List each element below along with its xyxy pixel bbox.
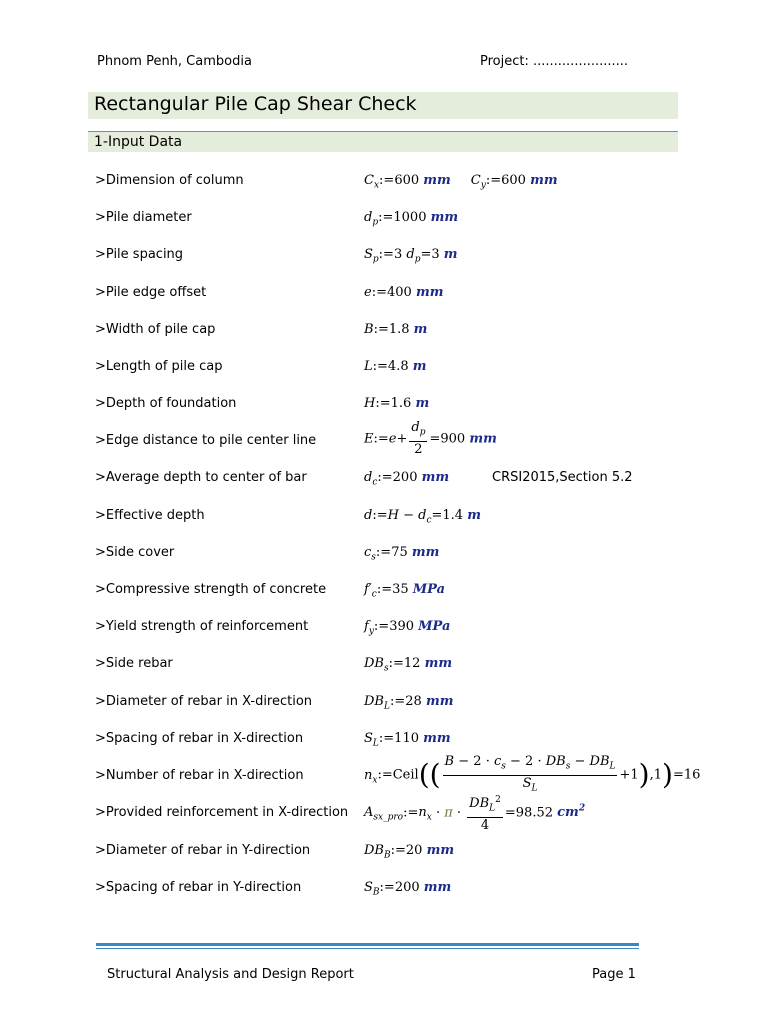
- row-label: >Diameter of rebar in Y-direction: [95, 843, 311, 858]
- row-label: >Effective depth: [95, 508, 205, 523]
- formula-effective-depth: d:=H − $d_c=1.4$ m: [364, 508, 481, 526]
- formula-side-rebar: $DB_s:=12$ mm: [364, 656, 453, 674]
- title-bar: [88, 92, 678, 119]
- row-bar-center-depth: [0, 470, 768, 507]
- row-side-rebar: [0, 656, 768, 693]
- formula-rebar-diameter-y: $DB_B:=20$ mm: [364, 843, 455, 861]
- row-label: >Pile spacing: [95, 247, 184, 262]
- formula-edge-distance: E:=e+ $\frac{d_p}{2}$ =900 mm: [364, 420, 497, 457]
- row-label: >Spacing of rebar in X-direction: [95, 731, 304, 746]
- row-pile-diameter: [0, 210, 768, 247]
- formula-provided-reinforcement-x: $A_{sx\_pro}:=n_x \cdot \pi$ · $\frac{DB_L^2}{4}$ =98.52 $cm^2$: [364, 792, 585, 834]
- row-label: >Spacing of rebar in Y-direction: [95, 880, 302, 895]
- formula-bar-center-depth: $d_c:=200$ mm: [364, 470, 450, 488]
- formula-column-dimension: $C_x:=600$ mm $C_y:=600$ mm: [364, 173, 558, 191]
- formula-concrete-strength: $f'_c:=35$ MPa: [364, 582, 446, 600]
- footer-rule-thin: [96, 948, 639, 949]
- formula-pile-spacing: $S_p:=3$ $d_p=3$ m: [364, 247, 458, 265]
- row-label: >Depth of foundation: [95, 396, 237, 411]
- row-cap-length: [0, 359, 768, 396]
- row-concrete-strength: [0, 582, 768, 619]
- row-label: >Dimension of column: [95, 173, 244, 188]
- row-column-dimension: [0, 173, 768, 210]
- formula-cap-width: B:=1.8 m: [364, 322, 428, 337]
- formula-rebar-spacing-x: $S_L:=110$ mm: [364, 731, 451, 749]
- row-label: >Side rebar: [95, 656, 173, 671]
- header-location: Phnom Penh, Cambodia: [97, 54, 252, 69]
- formula-rebar-spacing-y: $S_B:=200$ mm: [364, 880, 452, 898]
- formula-yield-strength: $f_y:=390$ MPa: [364, 619, 451, 637]
- row-pile-spacing: [0, 247, 768, 284]
- row-label: >Provided reinforcement in X-direction: [95, 805, 349, 820]
- formula-pile-diameter: $d_p:=1000$ mm: [364, 210, 459, 228]
- formula-foundation-depth: H:=1.6 m: [364, 396, 430, 411]
- row-side-cover: [0, 545, 768, 582]
- row-cap-width: [0, 322, 768, 359]
- row-label: >Yield strength of reinforcement: [95, 619, 309, 634]
- formula-rebar-count-x: $n_x:=Ceil$(( $\frac{B - 2 \cdot c_s - 2 \cdot DB_s - DB_L}{S_L}$ +1),1)=16: [364, 754, 701, 794]
- row-edge-distance: [0, 420, 768, 470]
- footer-page-number: Page 1: [592, 967, 636, 982]
- row-label: >Number of rebar in X-direction: [95, 768, 304, 783]
- formula-cap-length: L:=4.8 m: [364, 359, 427, 374]
- row-label: >Compressive strength of concrete: [95, 582, 327, 597]
- row-label: >Length of pile cap: [95, 359, 223, 374]
- header-project: Project: .......................: [480, 54, 629, 69]
- footer-report-title: Structural Analysis and Design Report: [107, 967, 354, 982]
- row-label: >Side cover: [95, 545, 175, 560]
- row-label: >Average depth to center of bar: [95, 470, 307, 485]
- row-effective-depth: [0, 508, 768, 545]
- row-label: >Pile diameter: [95, 210, 192, 225]
- row-label: >Diameter of rebar in X-direction: [95, 694, 313, 709]
- code-reference: CRSI2015,Section 5.2: [492, 470, 633, 485]
- row-rebar-diameter-x: [0, 694, 768, 731]
- page-title: Rectangular Pile Cap Shear Check: [94, 93, 417, 115]
- section-heading: 1-Input Data: [94, 134, 183, 150]
- row-provided-reinforcement-x: [0, 795, 768, 842]
- row-label: >Edge distance to pile center line: [95, 433, 317, 448]
- footer-rule-thick: [96, 943, 639, 946]
- row-label: >Pile edge offset: [95, 285, 207, 300]
- formula-side-cover: $c_s:=75$ mm: [364, 545, 440, 563]
- row-rebar-spacing-y: [0, 880, 768, 917]
- section-bar: [88, 132, 678, 152]
- row-pile-edge-offset: [0, 285, 768, 322]
- formula-pile-edge-offset: e:=400 mm: [364, 285, 444, 300]
- row-label: >Width of pile cap: [95, 322, 216, 337]
- row-rebar-diameter-y: [0, 843, 768, 880]
- formula-rebar-diameter-x: $DB_L:=28$ mm: [364, 694, 454, 712]
- row-yield-strength: [0, 619, 768, 656]
